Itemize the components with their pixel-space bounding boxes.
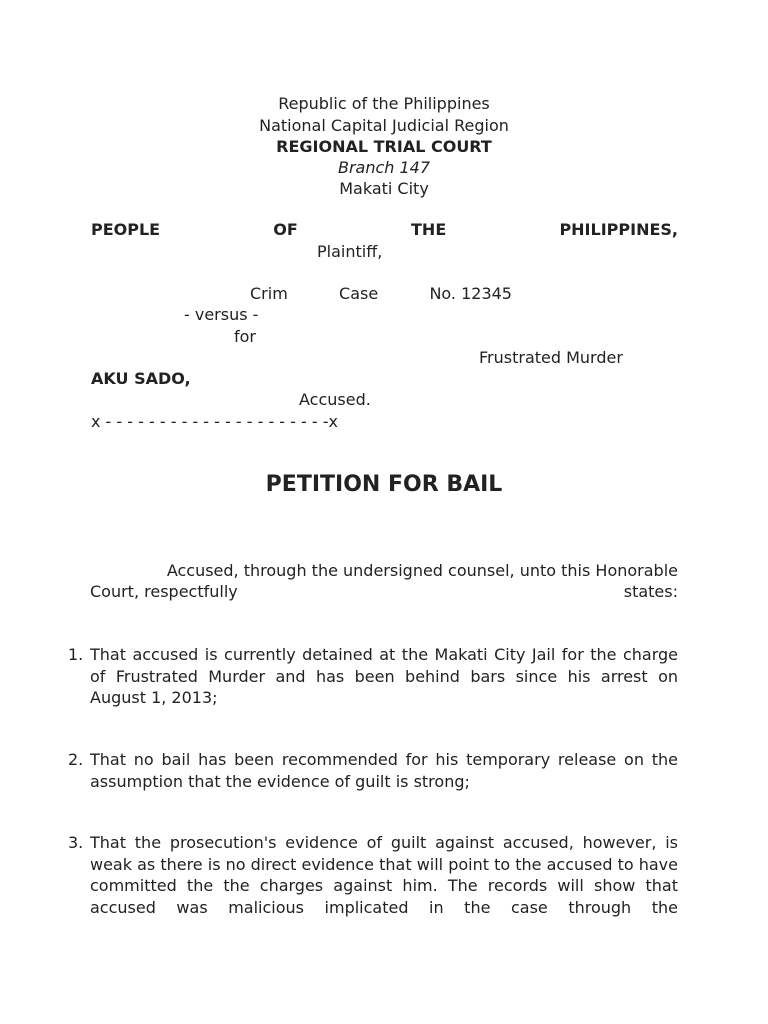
intro-text: Accused, through the undersigned counsel, unto this Honorable: [166, 561, 678, 580]
header-city: Makati City: [339, 179, 429, 198]
document-title: PETITION FOR BAIL: [265, 472, 503, 497]
plaintiff-name: [91, 220, 678, 240]
intro-text: Court, respectfully: [90, 582, 238, 601]
intro-line-1: [129, 561, 678, 581]
versus-label: - versus -: [184, 305, 259, 324]
header-branch: Branch 147: [337, 158, 431, 177]
accused-name: AKU SADO,: [91, 369, 191, 388]
plaintiff-word: PEOPLE: [91, 220, 161, 239]
charge-label: Frustrated Murder: [479, 348, 623, 367]
case-number: [250, 284, 512, 304]
case-word: No. 12345: [429, 284, 512, 303]
header-region: National Capital Judicial Region: [259, 116, 509, 135]
plaintiff-role: Plaintiff,: [317, 242, 383, 261]
item-number: 2.: [68, 750, 84, 769]
item-text: That no bail has been recommended for his temporary release on the assumption that the evidence of guilt is strong;: [90, 750, 678, 791]
plaintiff-word: OF: [273, 220, 298, 239]
item-number: 1.: [68, 645, 84, 664]
item-text: That the prosecution's evidence of guilt against accused, however, is weak as there is no direct evidence that will point to the accused to have committed the the charges against him. The records will show that accused was malicious implicated in the case through the: [90, 833, 678, 917]
intro-text: states:: [623, 582, 678, 601]
intro-line-2: [90, 582, 678, 602]
case-word: Case: [339, 284, 379, 303]
item-text: That accused is currently detained at the Makati City Jail for the charge of Frustrated Murder and has been behind bars since his arrest on August 1, 2013;: [90, 645, 678, 707]
plaintiff-word: PHILIPPINES,: [559, 220, 678, 239]
header-republic: Republic of the Philippines: [278, 94, 490, 113]
accused-role: Accused.: [299, 390, 371, 409]
for-label: for: [234, 327, 256, 346]
item-number: 3.: [68, 833, 84, 852]
case-word: Crim: [250, 284, 288, 303]
header-court: REGIONAL TRIAL COURT: [276, 137, 492, 156]
plaintiff-word: THE: [411, 220, 447, 239]
caption-separator: x - - - - - - - - - - - - - - - - - - - - -x: [91, 412, 338, 431]
